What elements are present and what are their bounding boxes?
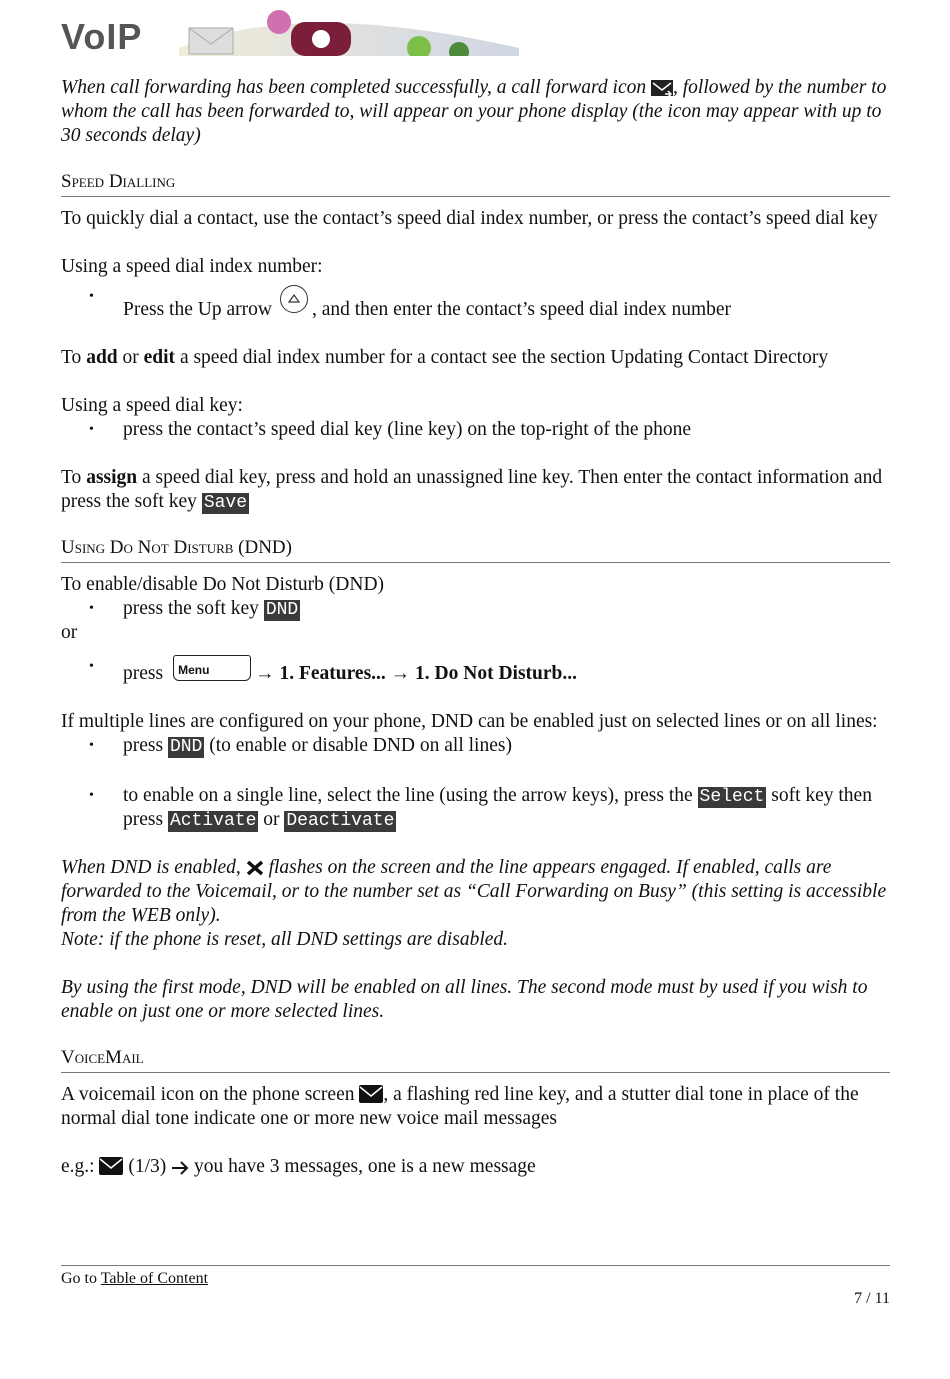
voicemail-intro: A voicemail icon on the phone screen , a flashing red line key, and a stutter dial tone in place of the normal dial tone indicate one or more new voice mail messages — [61, 1084, 859, 1129]
footer-goto: Go to Table of Content — [61, 1270, 209, 1287]
up-arrow-icon — [280, 285, 308, 313]
section-heading-dnd: Using Do Not Disturb (DND) — [61, 536, 890, 563]
list-item: • press Menu → 1. Features... → 1. Do Not Disturb... — [61, 655, 890, 686]
menu-key-icon: Menu — [173, 655, 251, 681]
page-number: 7 / 11 — [854, 1290, 890, 1307]
header — [61, 6, 541, 58]
voip-logo: VoIP — [61, 16, 143, 57]
banner-graphic — [179, 8, 519, 56]
voicemail-icon — [99, 1157, 123, 1175]
intro-text: When call forwarding has been completed successfully, a call forward icon — [61, 77, 651, 98]
intro-paragraph — [61, 76, 890, 148]
speed-key-list — [61, 418, 890, 442]
save-softkey: Save — [203, 493, 248, 513]
dnd-or: or — [61, 622, 78, 643]
dnd-softkey: DND — [169, 737, 203, 757]
list-item: • Press the Up arrow , and then enter the contact’s speed dial index number — [61, 285, 890, 322]
list-item: • press the soft key DND — [61, 597, 890, 621]
table-of-content-link[interactable]: Table of Content — [100, 1270, 209, 1287]
dnd-softkey: DND — [265, 600, 299, 620]
speed-intro: To quickly dial a contact, use the contact’s speed dial index number, or press the contact’s speed dial key — [61, 208, 878, 229]
voicemail-icon — [359, 1085, 383, 1103]
call-forward-icon — [651, 80, 673, 96]
arrow-right-icon — [171, 1161, 189, 1175]
speed-key-label: Using a speed dial key: — [61, 395, 243, 416]
select-softkey: Select — [699, 787, 765, 807]
dnd-intro: To enable/disable Do Not Disturb (DND) — [61, 574, 385, 595]
dnd-list-3 — [61, 734, 890, 832]
dnd-multiple-lines: If multiple lines are configured on your phone, DND can be enabled just on selected lines or on all lines: — [61, 711, 878, 732]
dnd-list-2 — [61, 655, 890, 686]
dnd-note-1: When DND is enabled, flashes on the screen and the line appears engaged. If enabled, calls are forwarded to the Voicemail, or to the number set as “Call Forwarding on Busy” (this setting is accessible from the WEB only). — [61, 857, 887, 926]
speed-assign: To assign a speed dial key, press and hold an unassigned line key. Then enter the contact information and press the soft key Save — [61, 467, 883, 513]
footer — [61, 1265, 890, 1307]
intro-text-2: , followed by the number to whom the call has been forwarded to, will appear on your phone display (the icon may appear with up to 30 seconds delay) — [61, 77, 887, 146]
list-item: • press DND (to enable or disable DND on all lines) — [61, 734, 890, 758]
list-item: • to enable on a single line, select the line (using the arrow keys), press the Select soft key then press Activate or Deactivate — [61, 784, 890, 832]
speed-index-label: Using a speed dial index number: — [61, 256, 323, 277]
dnd-note-2: Note: if the phone is reset, all DND settings are disabled. — [61, 929, 509, 950]
document-body — [61, 76, 890, 1179]
dnd-note-3: By using the first mode, DND will be enabled on all lines. The second mode must by used if you wish to enable on just one or more selected lines. — [61, 977, 868, 1022]
voicemail-example: e.g.: (1/3) you have 3 messages, one is a new message — [61, 1156, 536, 1177]
speed-index-list — [61, 285, 890, 322]
speed-add-edit: To add or edit a speed dial index number for a contact see the section Updating Contact Directory — [61, 347, 829, 368]
list-item: • press the contact’s speed dial key (line key) on the top-right of the phone — [61, 418, 890, 442]
activate-softkey: Activate — [169, 811, 257, 831]
deactivate-softkey: Deactivate — [286, 811, 395, 831]
section-heading-voicemail: VoiceMail — [61, 1046, 890, 1073]
section-heading-speed-dialling: Speed Dialling — [61, 170, 890, 197]
dnd-x-icon — [246, 860, 264, 876]
dnd-list-1 — [61, 597, 890, 621]
